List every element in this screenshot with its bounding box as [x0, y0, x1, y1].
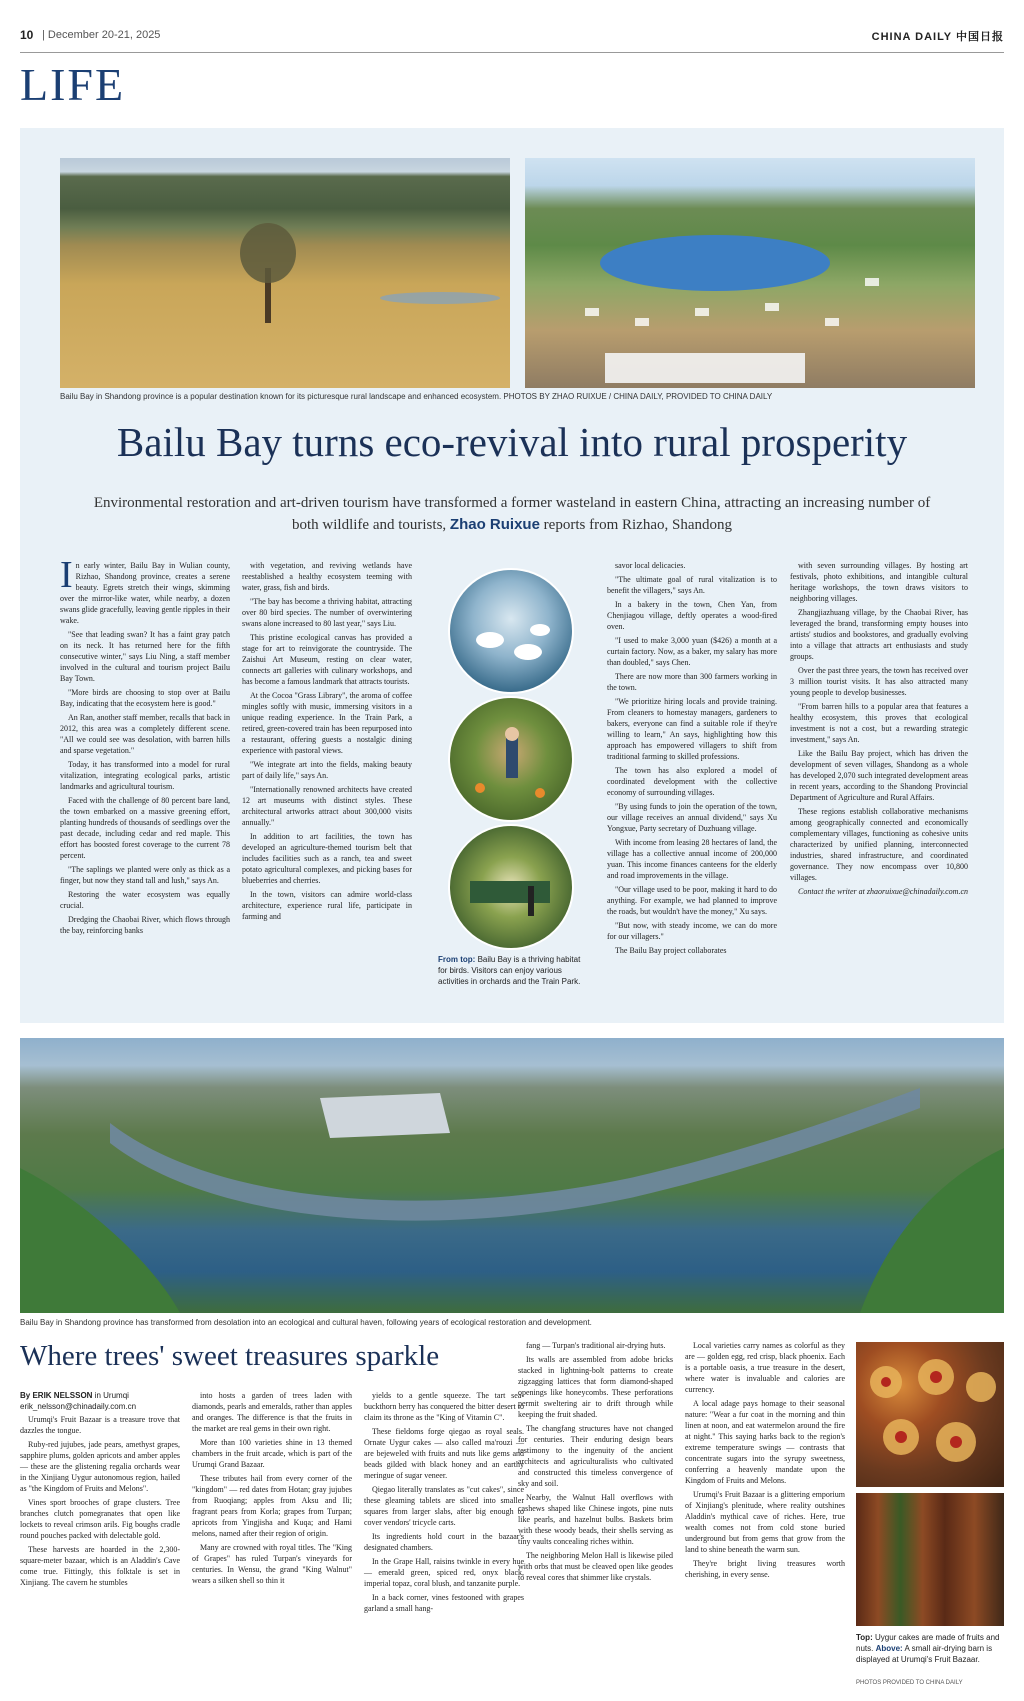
paragraph: "The saplings we planted were only as thick as a finger, but now they stand tall and lush," says An.	[60, 865, 230, 885]
photo-aerial-bay	[20, 1038, 1004, 1313]
paragraph: "From barren hills to a popular area that features a healthy ecosystem, this proves that ecological investment is not a cost, but a rewarding strategic investment," says An.	[790, 702, 968, 744]
paragraph: These regions establish collaborative mechanisms among geographically connected and economically complementary villages, functioning as cohesive units characterized by unified planning, interconnected industries, shared infrastructure, and coordinated governance. They now encompass over 10,800 villages.	[790, 807, 968, 882]
article2-column-3	[364, 1390, 524, 1617]
caption-above-text: A small air-drying barn is displayed at Urumqi's Fruit Bazaar.	[856, 1644, 993, 1664]
paragraph: The town has also explored a model of coordinated development with the collective economy of surrounding villages.	[607, 766, 777, 797]
paragraph: These tributes hail from every corner of the "kingdom" — red dates from Hotan; gray jujubes from Ruoqiang; apples from Aksu and Ili; fragrant pears from Korla; grapes from Turpan; apricots from Yingjisha and Kuqa; and Hami melons, named after their region of origin.	[192, 1474, 352, 1538]
grassland-illustration	[60, 158, 510, 388]
paragraph: They're bright living treasures worth cherishing, in every sense.	[685, 1559, 845, 1579]
top-photo-caption: Bailu Bay in Shandong province is a popular destination known for its picturesque rural landscape and enhanced ecosystem. PHOTOS BY ZHAO RUIXUE / CHINA DAILY, PROVIDED TO CHINA DAILY	[60, 392, 773, 401]
paragraph: "We prioritize hiring locals and provide training. From cleaners to homestay managers, gardeners to bakers, everyone can find a suitable role if they're willing to learn," An says, highlighting how this approach has empowered villagers to shift from traditional farming to skilled professions.	[607, 697, 777, 761]
paragraph: fang — Turpan's traditional air-drying huts.	[526, 1341, 666, 1350]
feature-panel	[20, 128, 1004, 1023]
second-headline: Where trees' sweet treasures sparkle	[20, 1340, 440, 1372]
byline-place: in Urumqi	[94, 1391, 129, 1400]
paragraph: yields to a gentle squeeze. The tart sea-buckthorn berry has conquered the bitter desert to claim its throne as the "King of Vitamin C".	[364, 1391, 524, 1422]
byline	[20, 1390, 180, 1412]
paragraph: Urumqi's Fruit Bazaar is a glittering emporium of Xinjiang's plenitude, where reality outshines Aladdin's mythical cave of riches. Here, true wealth comes not from cold stone buried underground but from gems that grow from the land to shine beneath the warm sun.	[685, 1490, 845, 1554]
paragraph: The neighboring Melon Hall is likewise piled with orbs that must be cleaved open like geodes to reveal cores that shimmer like crystals.	[518, 1551, 673, 1582]
aerial-photo-caption: Bailu Bay in Shandong province has transformed from desolation into an ecological and cultural haven, following years of ecological restoration and development.	[20, 1318, 592, 1327]
section-title: LIFE	[20, 59, 126, 110]
paragraph: In a back corner, vines festooned with grapes garland a small hang-	[364, 1593, 524, 1613]
paragraph: Dredging the Chaobai River, which flows through the bay, reinforcing banks	[60, 915, 230, 935]
article-column-5	[790, 560, 968, 900]
caption-label: From top:	[438, 955, 476, 964]
paragraph: In addition to art facilities, the town has developed an agriculture-themed tourism belt that includes facilities such as a ranch, tea and sweet potato agricultural complexes, and picking bases for blueberries and cherries.	[242, 832, 412, 885]
paragraph: Urumqi's Fruit Bazaar is a treasure trove that dazzles the tongue.	[20, 1415, 180, 1435]
page-header	[20, 22, 1004, 53]
paragraph: with vegetation, and reviving wetlands have reestablished a healthy ecosystem teeming with water, grass, fish and birds.	[242, 561, 412, 592]
photo-air-drying-barn	[856, 1493, 1004, 1626]
paragraph: In the town, visitors can admire world-class architecture, experience rural life, participate in farming and	[242, 890, 412, 921]
paragraph: "By using funds to join the operation of the town, our village receives an annual dividend," says Xu Yongxue, Party secretary of Duzhuang village.	[607, 802, 777, 833]
author-name: Zhao Ruixue	[449, 516, 540, 533]
paragraph: "We integrate art into the fields, making beauty part of daily life," says An.	[242, 760, 412, 780]
caption-top-text: Uygur cakes are made of fruits and nuts.	[856, 1633, 1000, 1653]
standfirst	[90, 493, 934, 536]
photo-credit: PHOTOS PROVIDED TO CHINA DAILY	[856, 1680, 963, 1686]
article2-column-5	[685, 1340, 845, 1583]
paragraph: "The bay has become a thriving habitat, attracting over 80 bird species. The number of overwintering swans alone increased to 80 last year," says Liu.	[242, 597, 412, 628]
paragraph: There are now more than 300 farmers working in the town.	[607, 672, 777, 692]
paragraph: "More birds are choosing to stop over at Bailu Bay, indicating that the ecosystem here is good."	[60, 688, 230, 708]
photo-train-park	[448, 824, 574, 950]
paragraph: with seven surrounding villages. By hosting art festivals, photo exhibitions, and intangible cultural heritage workshops, the town draws visitors to neighboring villages.	[790, 561, 968, 603]
main-headline: Bailu Bay turns eco-revival into rural prosperity	[116, 419, 908, 465]
paragraph: n early winter, Bailu Bay in Wulian county, Rizhao, Shandong province, creates a serene beauty. Egrets stretch their wings, skimming over the mirror-like water, while nearby, a dozen swans glide gracefully, leaving gentle ripples in their wake.	[60, 561, 230, 625]
swans-illustration	[450, 570, 572, 692]
paragraph: Today, it has transformed into a model for rural vitalization, integrating ecological parks, artistic landmarks and agricultural tourism.	[60, 760, 230, 791]
photo-swans	[448, 568, 574, 694]
paragraph: "Our village used to be poor, making it hard to do anything. For example, we had planned to improve the roads, but wouldn't have the money," Xu says.	[607, 885, 777, 916]
paragraph: Vines sport brooches of grape clusters. Tree branches clutch pomegranates that open like lockets to reveal crimson arils. Fig boughs cradle round pouches packed with delectable gold.	[20, 1498, 180, 1540]
cakes-illustration	[856, 1342, 1004, 1487]
photo-lake-campsite	[525, 158, 975, 388]
train-park-illustration	[450, 826, 572, 948]
article2-column-1	[20, 1414, 180, 1591]
paragraph: Ruby-red jujubes, jade pears, amethyst grapes, sapphire plums, golden apricots and amber apples — these are the glistening regalia orchards wear in the Xinjiang Uygur autonomous region, hailed as "the Kingdom of Fruits and Melons".	[20, 1440, 180, 1493]
paragraph: This pristine ecological canvas has provided a stage for art to reinvigorate the countryside. The Zaishui Art Museum, resting on clear water, connects art galleries with culinary workshops, and has become a famous landmark that attracts tourists.	[242, 633, 412, 686]
paragraph: A local adage pays homage to their seasonal nature: "Wear a fur coat in the morning and thin linen at noon, and eat watermelon around the fire at night." This saying harks back to the region's extreme temperature swings — contrasts that concentrate sugars into the syrupy sweetness, conferring a heavenly mandate upon the Kingdom of Fruits and Melons.	[685, 1399, 845, 1485]
photo-uygur-cakes	[856, 1342, 1004, 1487]
paragraph: Its ingredients hold court in the bazaar's designated chambers.	[364, 1532, 524, 1552]
paragraph: "But now, with steady income, we can do more for our villagers."	[607, 921, 777, 941]
paragraph: Zhangjiazhuang village, by the Chaobai River, has leveraged the brand, transforming empty houses into artists' studios and bookstores, and gradually evolving into a village that attracts art enthusiasts and study groups.	[790, 608, 968, 661]
article-column-1	[60, 554, 230, 939]
issue-date: | December 20-21, 2025	[42, 29, 161, 41]
newspaper-name: CHINA DAILY 中国日报	[871, 31, 1004, 43]
aerial-illustration	[20, 1038, 1004, 1313]
fruit-photos-caption	[856, 1632, 1004, 1665]
paragraph: In a bakery in the town, Chen Yan, from Chenjiagou village, deftly operates a wood-fired oven.	[607, 600, 777, 631]
paragraph: In the Grape Hall, raisins twinkle in every hue — emerald green, spiced red, onyx black, imperial topaz, coral blush, and tanzanite purple.	[364, 1557, 524, 1588]
standfirst-text: Environmental restoration and art-driven tourism have transformed a former wasteland in eastern China, attracting an increasing number of both wildlife and tourists,	[93, 495, 931, 533]
paragraph: Nearby, the Walnut Hall overflows with cashews shaped like Chinese ingots, pine nuts like pearls, and hazelnut bulbs. Baskets brim with these woody beads, their shells serving as tiny vaults concealing riches within.	[518, 1493, 673, 1546]
contact-line: Contact the writer at zhaoruixue@chinadaily.com.cn	[798, 887, 969, 896]
paragraph: Local varieties carry names as colorful as they are — golden egg, red crisp, black phoenix. Each is a portable oasis, a true treasure in the desert, where water is invaluable and calories are currency.	[685, 1341, 845, 1394]
paragraph: "I used to make 3,000 yuan ($426) a month at a curtain factory. Now, as a baker, my salary has more than doubled," says Chen.	[607, 636, 777, 667]
standfirst-tail: reports from Rizhao, Shandong	[543, 517, 732, 533]
paragraph: Like the Bailu Bay project, which has driven the development of seven villages, Shandong as a whole has developed 2,070 such integrated development areas in recent years, according to the Shandong Provincial Department of Agriculture and Rural Affairs.	[790, 749, 968, 802]
paragraph: "Internationally renowned architects have created 12 art museums with distinct styles. These architectural artworks attract about 300,000 visits annually."	[242, 785, 412, 827]
photo-grassland-tree	[60, 158, 510, 388]
paragraph: Many are crowned with royal titles. The "King of Grapes" has ruled Turpan's vineyards for centuries. In Wensu, the grand "King Walnut" wears a silken shell so thin it	[192, 1543, 352, 1585]
paragraph: "See that leading swan? It has a faint gray patch on its neck. It has returned here for the fifth consecutive winter," says Liu Ning, a staff member involved in the cultural and tourism project Bailu Bay Town.	[60, 630, 230, 683]
caption-text: Bailu Bay is a thriving habitat for birds. Visitors can enjoy various activities in orchards and the Train Park.	[438, 955, 581, 986]
caption-top-label: Top:	[856, 1633, 873, 1642]
paragraph: These fieldoms forge qiegao as royal seals. Ornate Uygur cakes — also called ma'rouzi — are bejeweled with fruits and nuts like gems and beads gilded with black honey and an earthy meringue of sugar veneer.	[364, 1427, 524, 1480]
paragraph: Over the past three years, the town has received over 3 million tourist visits. It has also attracted many young people to develop businesses.	[790, 666, 968, 697]
article-column-4	[607, 560, 777, 959]
paragraph: More than 100 varieties shine in 13 themed chambers in the fruit arcade, which is part of the Urumqi Grand Bazaar.	[192, 1438, 352, 1469]
caption-above-label: Above:	[875, 1644, 903, 1653]
paragraph: The changfang structures have not changed for centuries. Their enduring design bears testimony to the ingenuity of the ancient architects and agriculturalists who cultivated and constructed this timeless convergence of sky and soil.	[518, 1424, 673, 1488]
lake-illustration	[525, 158, 975, 388]
paragraph: At the Cocoa "Grass Library", the aroma of coffee mingles softly with music, immersing visitors in a unique reading experience. In the Train Park, a retired, green-covered train has been repurposed into a restaurant, offering guests a nostalgic dining experience with pastoral views.	[242, 691, 412, 755]
byline-name: By ERIK NELSSON	[20, 1391, 93, 1400]
byline-email: erik_nelsson@chinadaily.com.cn	[20, 1402, 137, 1411]
paragraph: Qiegao literally translates as "cut cakes", since these gleaming tablets are sliced into smaller squares from larger slabs, after big enough to cover vendors' tricycle carts.	[364, 1485, 524, 1527]
article2-column-2	[192, 1390, 352, 1589]
article-column-2	[242, 560, 412, 925]
paragraph: "The ultimate goal of rural vitalization is to benefit the villagers," says An.	[607, 575, 777, 595]
orchard-illustration	[450, 698, 572, 820]
dropcap: I	[60, 554, 73, 596]
paragraph: With income from leasing 28 hectares of land, the village has a collective annual income of 200,000 yuan. This income finances canteens for the elderly and road improvements in the village.	[607, 838, 777, 880]
photo-orchard	[448, 696, 574, 822]
paragraph: into hosts a garden of trees laden with diamonds, pearls and emeralds, rather than apples and oranges. The difference is that the fruits in the market are real gems in their own right.	[192, 1391, 352, 1433]
paragraph: Its walls are assembled from adobe bricks stacked in lightning-bolt patterns to create zigzagging lattices that form diamond-shaped openings like honeycombs. These perforations permit sweltering air to drift through while keeping the fruit shaded.	[518, 1355, 673, 1419]
paragraph: An Ran, another staff member, recalls that back in 2012, this area was a completely different scene. "All we could see was desolation, with barren hills and sparse vegetation."	[60, 713, 230, 755]
paragraph: The Bailu Bay project collaborates	[615, 946, 727, 955]
article2-column-4	[518, 1340, 673, 1586]
paragraph: These harvests are hoarded in the 2,300-square-meter bazaar, which is an Aladdin's Cave come true. Fittingly, this folktale is set in Xinjiang. The cavern he stumbles	[20, 1545, 180, 1587]
paragraph: Restoring the water ecosystem was equally crucial.	[60, 890, 230, 910]
page-number: 10	[20, 28, 34, 42]
paragraph: savor local delicacies.	[615, 561, 686, 570]
paragraph: Faced with the challenge of 80 percent bare land, the town embarked on a massive greening effort, planting hundreds of thousands of seedlings over the past decade, including cedar and red maple. This effort has boosted forest coverage to the current 78 percent.	[60, 796, 230, 860]
circle-photo-caption	[438, 954, 586, 987]
